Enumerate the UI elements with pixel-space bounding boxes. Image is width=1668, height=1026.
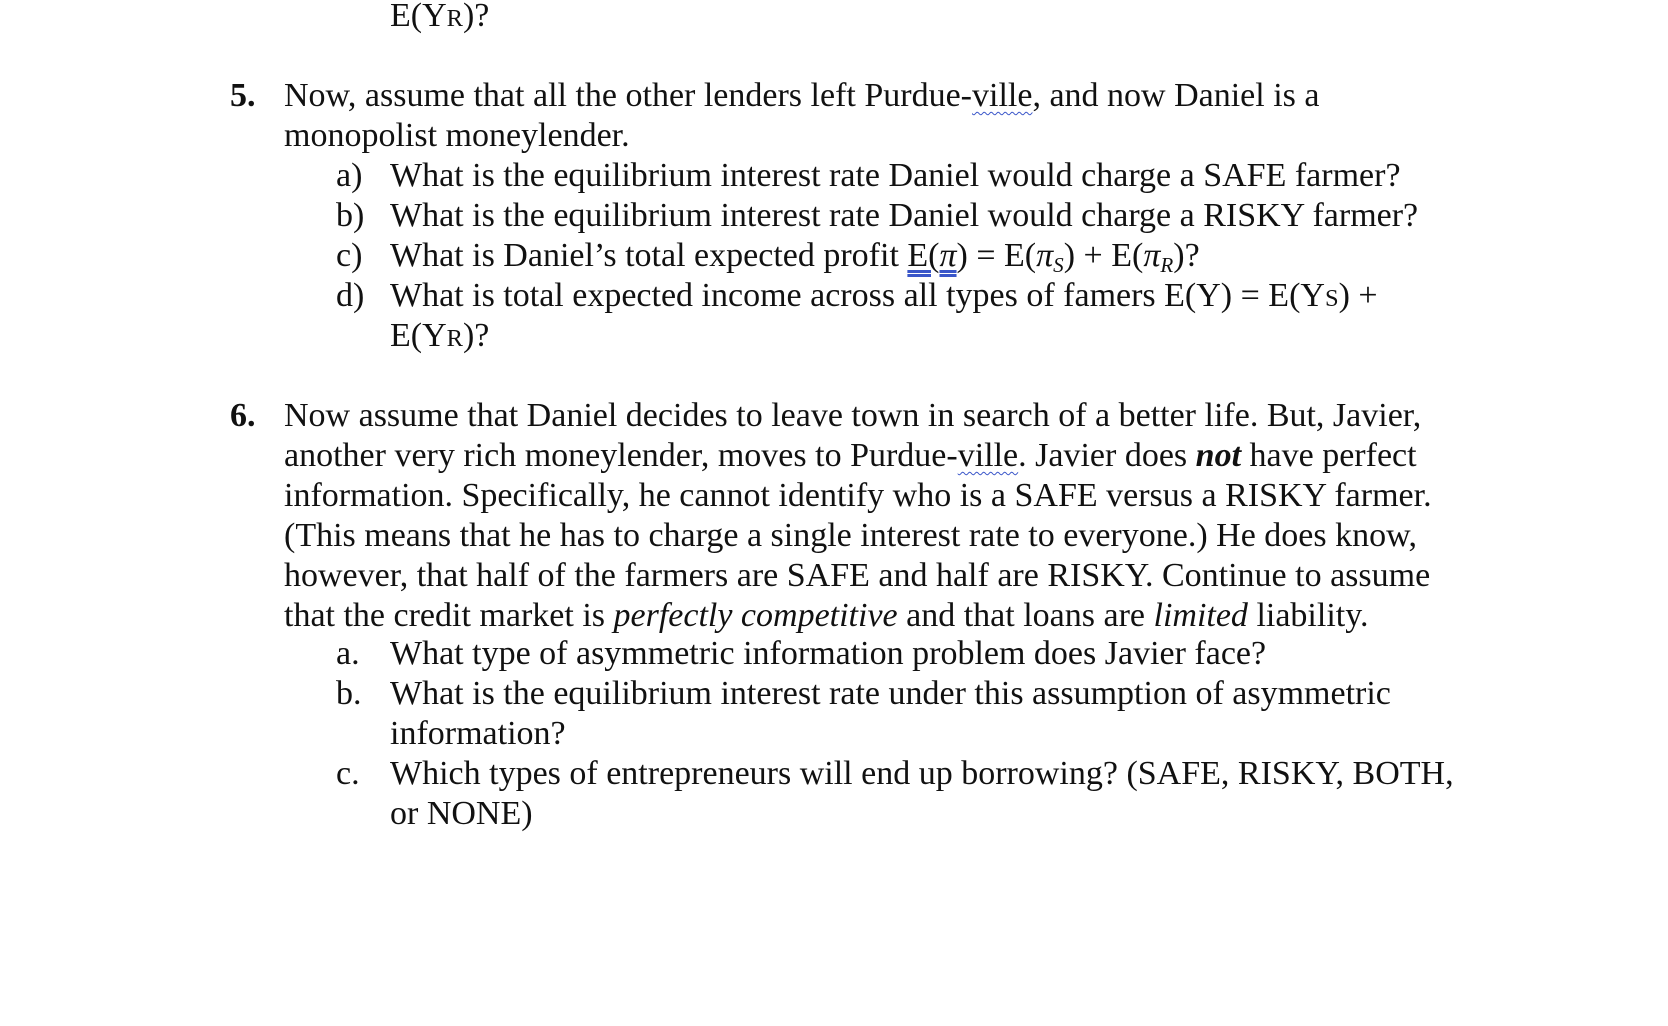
fragment-text: E(Y [390,0,447,34]
q6-item-c-label: c. [336,755,360,792]
q6-item-b-label: b. [336,675,362,712]
grammar-underline: E(π [907,237,957,274]
q6-item-b-continuation: information? [390,715,566,752]
question-5-line-2: monopolist moneylender. [284,117,630,154]
q5-item-b-label: b) [336,197,365,234]
q5-item-d-text: What is total expected income across all types of famers E(Y) = E(YS) + [390,277,1378,314]
q5-item-d-label: d) [336,277,365,314]
question-6-number: 6. [230,397,256,434]
q6-item-c-continuation: or NONE) [390,795,533,832]
q6-item-b-text: What is the equilibrium interest rate under this assumption of asymmetric [390,675,1391,712]
question-5-line-1: Now, assume that all the other lenders left Purdue-ville, and now Daniel is a [284,77,1320,114]
question-6-line-6: that the credit market is perfectly competitive and that loans are limited liability. [284,597,1369,634]
q5-item-b-text: What is the equilibrium interest rate Daniel would charge a RISKY farmer? [390,197,1419,234]
q5-item-a-label: a) [336,157,363,194]
question-6-line-2: another very rich moneylender, moves to Purdue-ville. Javier does not have perfect [284,437,1417,474]
q5-item-c-label: c) [336,237,363,274]
question-6-line-3: information. Specifically, he cannot identify who is a SAFE versus a RISKY farmer. [284,477,1432,514]
q5-item-c-text: What is Daniel’s total expected profit E(π) = E(πS) + E(πR)? [390,237,1200,277]
q6-item-a-text: What type of asymmetric information problem does Javier face? [390,635,1267,672]
q6-item-c-text: Which types of entrepreneurs will end up borrowing? (SAFE, RISKY, BOTH, [390,755,1454,792]
question-6-line-5: however, that half of the farmers are SAFE and half are RISKY. Continue to assume [284,557,1431,594]
question-6-line-4: (This means that he has to charge a single interest rate to everyone.) He does know, [284,517,1417,554]
spellcheck-underline: ville [957,437,1019,474]
question-6-line-1: Now assume that Daniel decides to leave town in search of a better life. But, Javier, [284,397,1422,434]
q6-item-a-label: a. [336,635,360,672]
question-5-number: 5. [230,77,256,114]
q5-item-d-continuation: E(YR)? [390,317,490,354]
q5-item-a-text: What is the equilibrium interest rate Daniel would charge a SAFE farmer? [390,157,1401,194]
fragment-subscript: R [446,5,463,32]
spellcheck-underline: ville [972,77,1033,114]
fragment-text-end: )? [462,0,490,34]
prev-question-fragment [390,0,489,39]
